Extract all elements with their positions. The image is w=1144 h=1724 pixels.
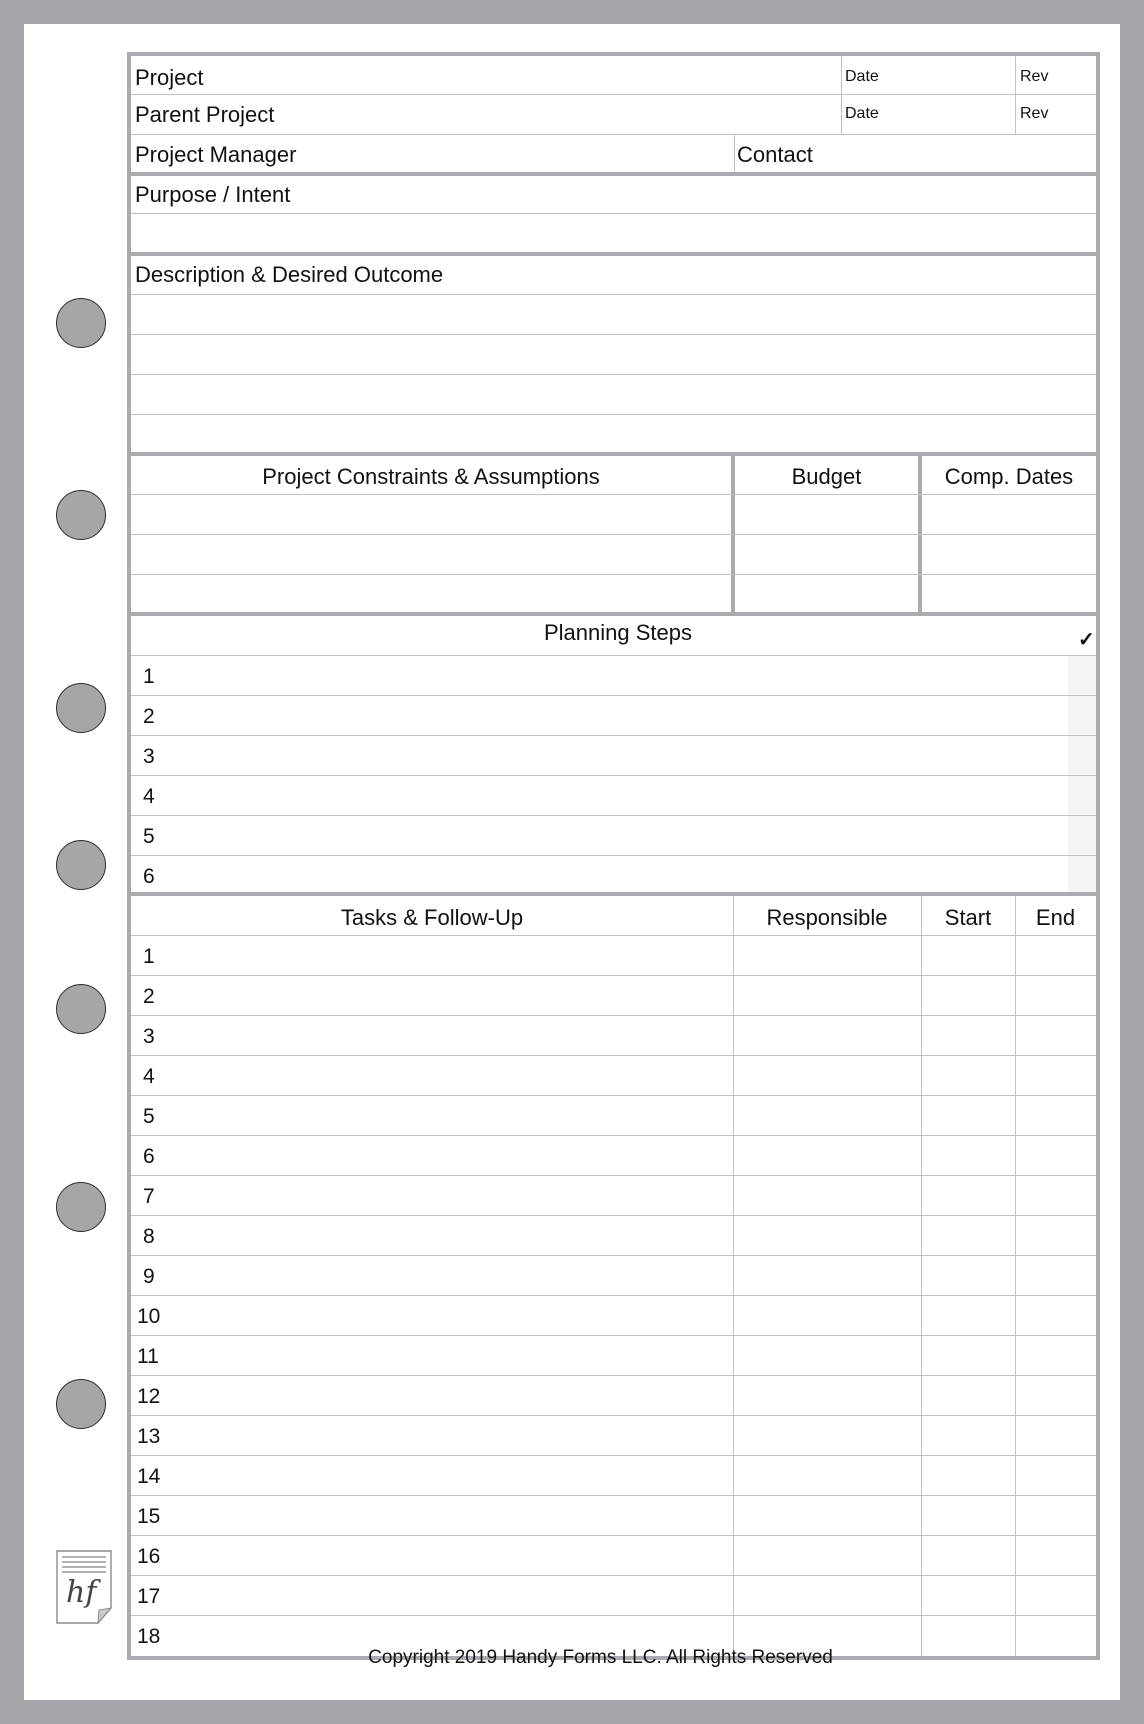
task-row-num: 1 (143, 945, 155, 968)
planning-row-num: 2 (143, 705, 155, 728)
task-row-line (131, 1415, 1096, 1416)
project-manager-label: Project Manager (135, 142, 297, 167)
task-row-line (131, 1615, 1096, 1616)
comp-dates-title: Comp. Dates (944, 464, 1074, 489)
task-row-line (131, 1495, 1096, 1496)
task-row-line (131, 1215, 1096, 1216)
task-row-num: 18 (137, 1625, 161, 1648)
task-row-line (131, 1335, 1096, 1336)
planning-row-num: 3 (143, 745, 155, 768)
binder-hole (56, 840, 106, 890)
task-row-line (131, 1295, 1096, 1296)
task-row-num: 15 (137, 1505, 161, 1528)
task-row-line (131, 1375, 1096, 1376)
logo-text: hf (66, 1575, 97, 1610)
end-title: End (1035, 905, 1076, 930)
task-row-line (131, 935, 1096, 936)
task-row-num: 6 (143, 1145, 155, 1168)
task-row-num: 11 (137, 1345, 159, 1368)
check-column (1068, 655, 1096, 892)
task-row-line (131, 1575, 1096, 1576)
binder-hole (56, 298, 106, 348)
task-row-num: 2 (143, 985, 155, 1008)
planning-title: Planning Steps (544, 620, 692, 645)
responsible-title: Responsible (766, 905, 888, 930)
planning-row-num: 4 (143, 785, 155, 808)
binder-hole (56, 1379, 106, 1429)
task-row-num: 17 (137, 1585, 161, 1608)
constraints-title: Project Constraints & Assumptions (262, 464, 600, 489)
project-date-label: Date (845, 68, 879, 85)
task-row-num: 16 (137, 1545, 161, 1568)
task-row-line (131, 1535, 1096, 1536)
planning-row-num: 1 (143, 665, 155, 688)
task-row-num: 13 (137, 1425, 161, 1448)
binder-hole (56, 683, 106, 733)
project-rev-label: Rev (1020, 68, 1049, 85)
task-row-num: 10 (137, 1305, 161, 1328)
planning-row-num: 5 (143, 825, 155, 848)
start-title: Start (944, 905, 992, 930)
parent-rev-label: Rev (1020, 105, 1049, 122)
binder-hole (56, 984, 106, 1034)
copyright-text: Copyright 2019 Handy Forms LLC. All Rights Reserved (368, 1647, 833, 1668)
purpose-label: Purpose / Intent (135, 182, 291, 207)
task-row-num: 14 (137, 1465, 161, 1488)
task-row-num: 8 (143, 1225, 155, 1248)
task-row-num: 3 (143, 1025, 155, 1048)
budget-title: Budget (791, 464, 862, 489)
task-row-line (131, 1255, 1096, 1256)
task-row-line (131, 975, 1096, 976)
project-label: Project (135, 65, 204, 90)
task-row-num: 5 (143, 1105, 155, 1128)
task-row-line (131, 1455, 1096, 1456)
task-row-num: 12 (137, 1385, 161, 1408)
parent-project-label: Parent Project (135, 102, 275, 127)
planning-row-num: 6 (143, 865, 155, 888)
description-label: Description & Desired Outcome (135, 262, 444, 287)
contact-label: Contact (737, 142, 813, 167)
task-row-num: 7 (143, 1185, 155, 1208)
task-row-line (131, 1015, 1096, 1016)
binder-hole (56, 490, 106, 540)
task-row-num: 9 (143, 1265, 155, 1288)
binder-hole (56, 1182, 106, 1232)
task-row-line (131, 1175, 1096, 1176)
handy-forms-logo-icon (56, 1550, 112, 1624)
task-row-line (131, 1135, 1096, 1136)
parent-date-label: Date (845, 105, 879, 122)
check-icon: ✓ (1078, 629, 1095, 651)
task-row-line (131, 1055, 1096, 1056)
task-row-line (131, 1095, 1096, 1096)
task-row-num: 4 (143, 1065, 155, 1088)
tasks-title: Tasks & Follow-Up (340, 905, 524, 930)
